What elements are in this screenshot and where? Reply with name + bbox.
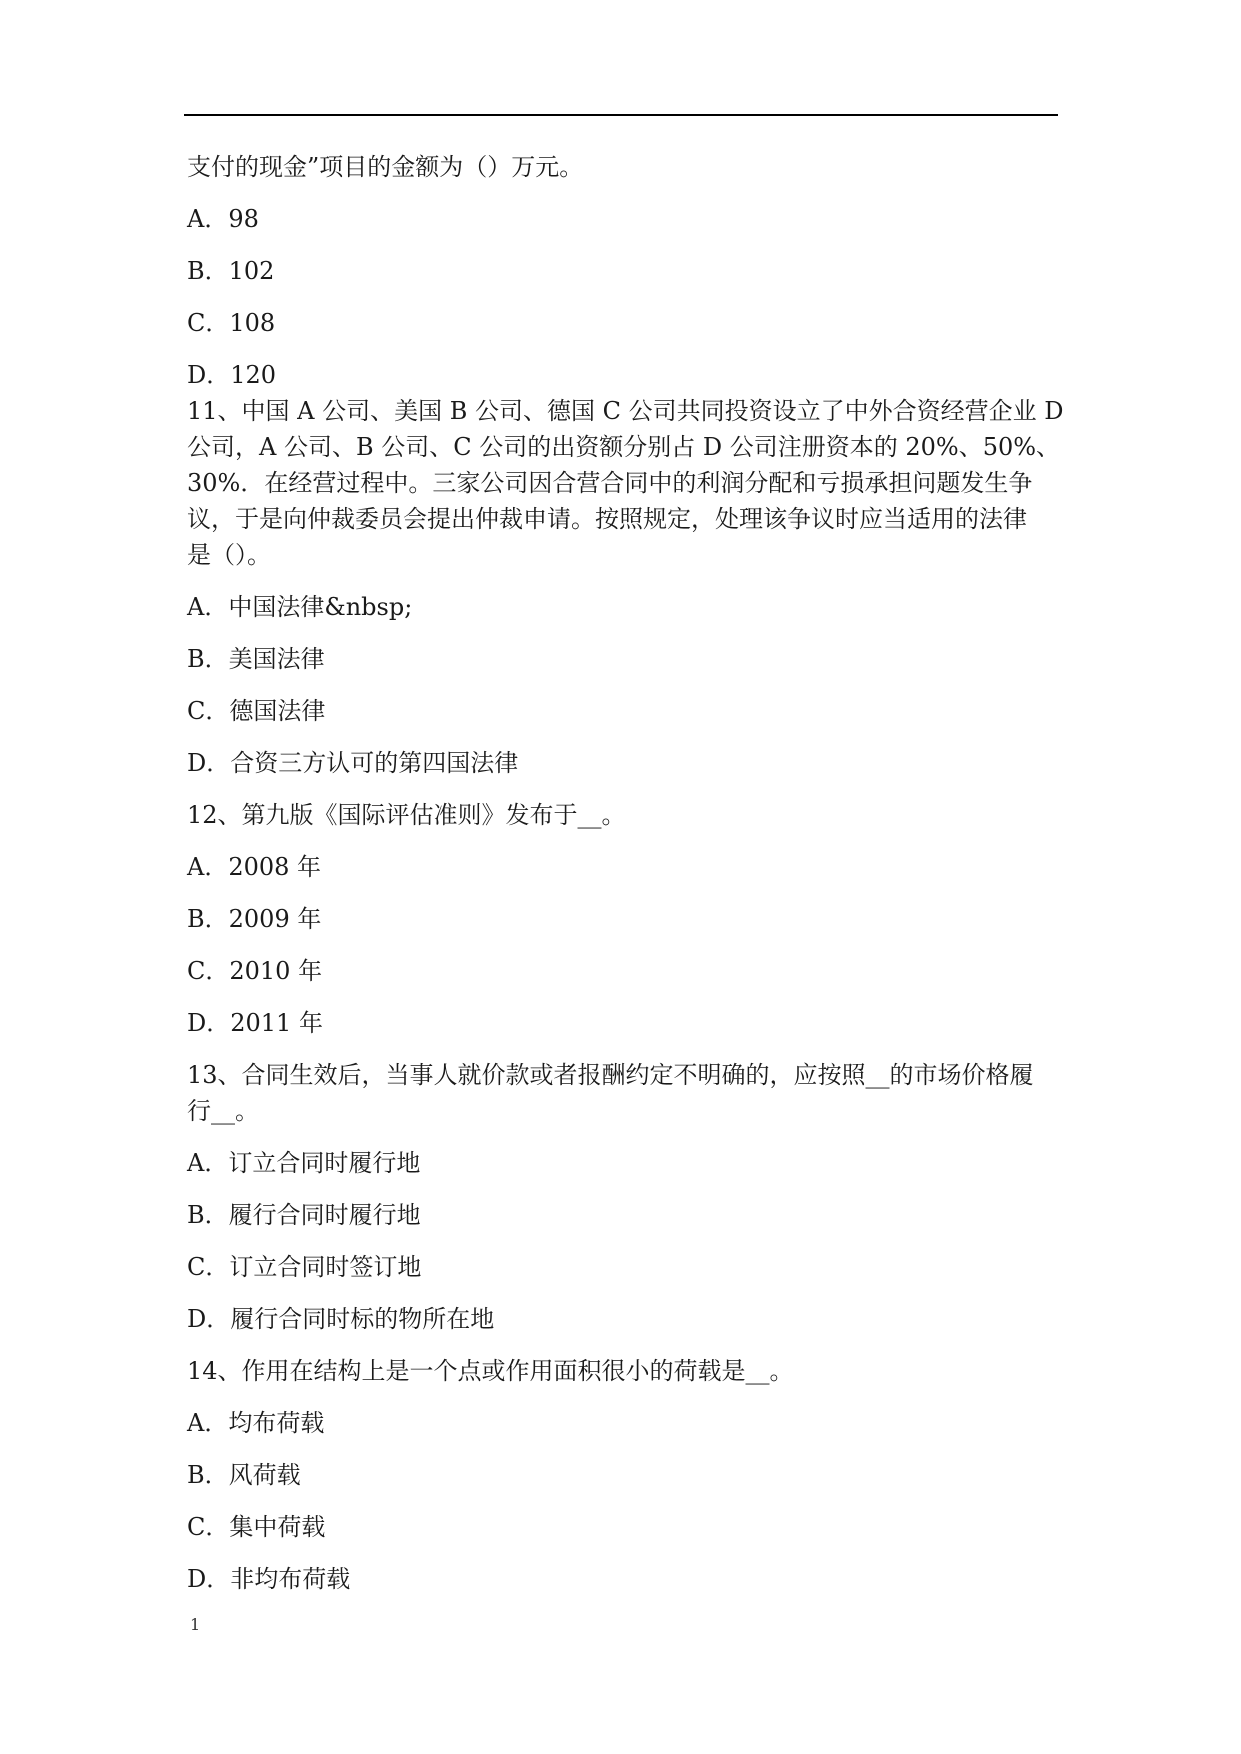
- q12-question: 12、第九版《国际评估准则》发布于__。: [187, 801, 626, 829]
- q10-option-d: D．120: [187, 361, 277, 389]
- q12-option-d: D．2011 年: [187, 1009, 323, 1037]
- q12-option-b: B．2009 年: [187, 905, 322, 933]
- q11-line: 议，于是向仲裁委员会提出仲裁申请。按照规定，处理该争议时应当适用的法律: [187, 505, 1027, 533]
- q13-option-b: B．履行合同时履行地: [187, 1201, 421, 1229]
- q10-option-c: C．108: [187, 309, 276, 337]
- header-rule: [184, 114, 1058, 116]
- q14-option-a: A．均布荷载: [187, 1409, 325, 1437]
- q11-line: 11、中国 A 公司、美国 B 公司、德国 C 公司共同投资设立了中外合资经营企业 D: [187, 397, 1064, 425]
- q11-question: [187, 393, 1064, 573]
- q14-option-d: D．非均布荷载: [187, 1565, 351, 1593]
- q10-option-b: B．102: [187, 257, 275, 285]
- page-number: 1: [190, 1615, 201, 1634]
- q13-option-c: C．订立合同时签订地: [187, 1253, 422, 1281]
- q14-question: 14、作用在结构上是一个点或作用面积很小的荷载是__。: [187, 1357, 794, 1385]
- q13-question: [187, 1057, 1059, 1129]
- q11-option-d: D．合资三方认可的第四国法律: [187, 749, 519, 777]
- q12-option-a: A．2008 年: [187, 853, 322, 881]
- q11-option-b: B．美国法律: [187, 645, 325, 673]
- q11-option-c: C．德国法律: [187, 697, 326, 725]
- q13-option-d: D．履行合同时标的物所在地: [187, 1305, 495, 1333]
- q11-line: 是（）。: [187, 541, 271, 569]
- q11-line: 公司，A 公司、B 公司、C 公司的出资额分别占 D 公司注册资本的 20%、50%、: [187, 433, 1061, 461]
- q13-line: 行__。: [187, 1097, 259, 1125]
- q14-option-b: B．风荷载: [187, 1461, 301, 1489]
- q13-line: 13、合同生效后，当事人就价款或者报酬约定不明确的，应按照__的市场价格履: [187, 1061, 1034, 1089]
- q11-option-a: A．中国法律&nbsp;: [187, 593, 413, 621]
- q11-line: 30%．在经营过程中。三家公司因合营合同中的利润分配和亏损承担问题发生争: [187, 469, 1033, 497]
- q13-option-a: A．订立合同时履行地: [187, 1149, 421, 1177]
- q14-option-c: C．集中荷载: [187, 1513, 326, 1541]
- q10-option-a: A．98: [187, 205, 259, 233]
- document-body: [187, 149, 1064, 1613]
- q12-option-c: C．2010 年: [187, 957, 323, 985]
- q10-question-tail: 支付的现金”项目的金额为（）万元。: [187, 153, 584, 181]
